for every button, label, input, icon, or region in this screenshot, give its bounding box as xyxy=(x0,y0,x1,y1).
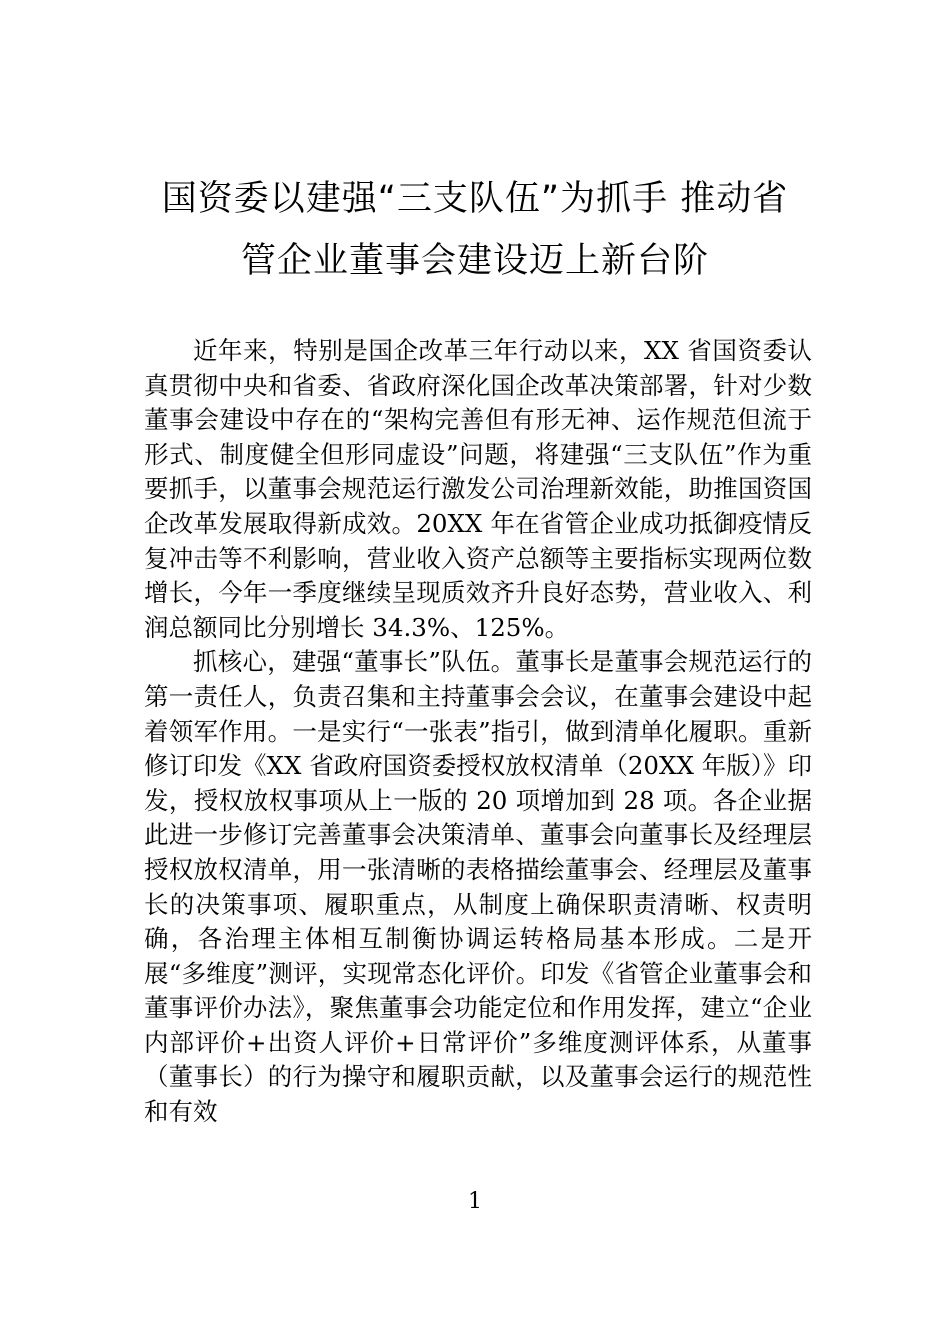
document-body xyxy=(144,334,812,1130)
page-number: 1 xyxy=(468,1189,482,1214)
document-title xyxy=(120,168,830,292)
title-line-2: 管企业董事会建设迈上新台阶 xyxy=(240,241,709,281)
paragraph-intro: 近年来，特别是国企改革三年行动以来，XX 省国资委认真贯彻中央和省委、省政府深化国企改革决策部署，针对少数董事会建设中存在的“架构完善但有形无神、运作规范但流于形式、制度健全但形同虚设”问题，将建强“三支队伍”作为重要抓手，以董事会规范运行激发公司治理新效能，助推国资国企改革发展取得新成效。20XX 年在省管企业成功抵御疫情反复冲击等不利影响，营业收入资产总额等主要指标实现两位数增长，今年一季度继续呈现质效齐升良好态势，营业收入、利润总额同比分别增长 34.3%、125%。 xyxy=(144,336,812,642)
title-line-1: 国资委以建强“三支队伍”为抓手 推动省 xyxy=(161,179,789,219)
paragraph-chairman-team: 抓核心，建强“董事长”队伍。董事长是董事会规范运行的第一责任人，负责召集和主持董事会会议，在董事会建设中起着领军作用。一是实行“一张表”指引，做到清单化履职。重新修订印发《XX 省政府国资委授权放权清单（20XX 年版）》印发，授权放权事项从上一版的 20 项增加到 28 项。各企业据此进一步修订完善董事会决策清单、董事会向董事长及经理层授权放权清单，用一张清晰的表格描绘董事会、经理层及董事长的决策事项、履职重点，从制度上确保职责清晰、权责明确，各治理主体相互制衡协调运转格局基本形成。二是开展“多维度”测评，实现常态化评价。印发《省管企业董事会和董事评价办法》，聚焦董事会功能定位和作用发挥，建立“企业内部评价+出资人评价+日常评价”多维度测评体系，从董事（董事长）的行为操守和履职贡献，以及董事会运行的规范性和有效 xyxy=(144,647,812,1127)
